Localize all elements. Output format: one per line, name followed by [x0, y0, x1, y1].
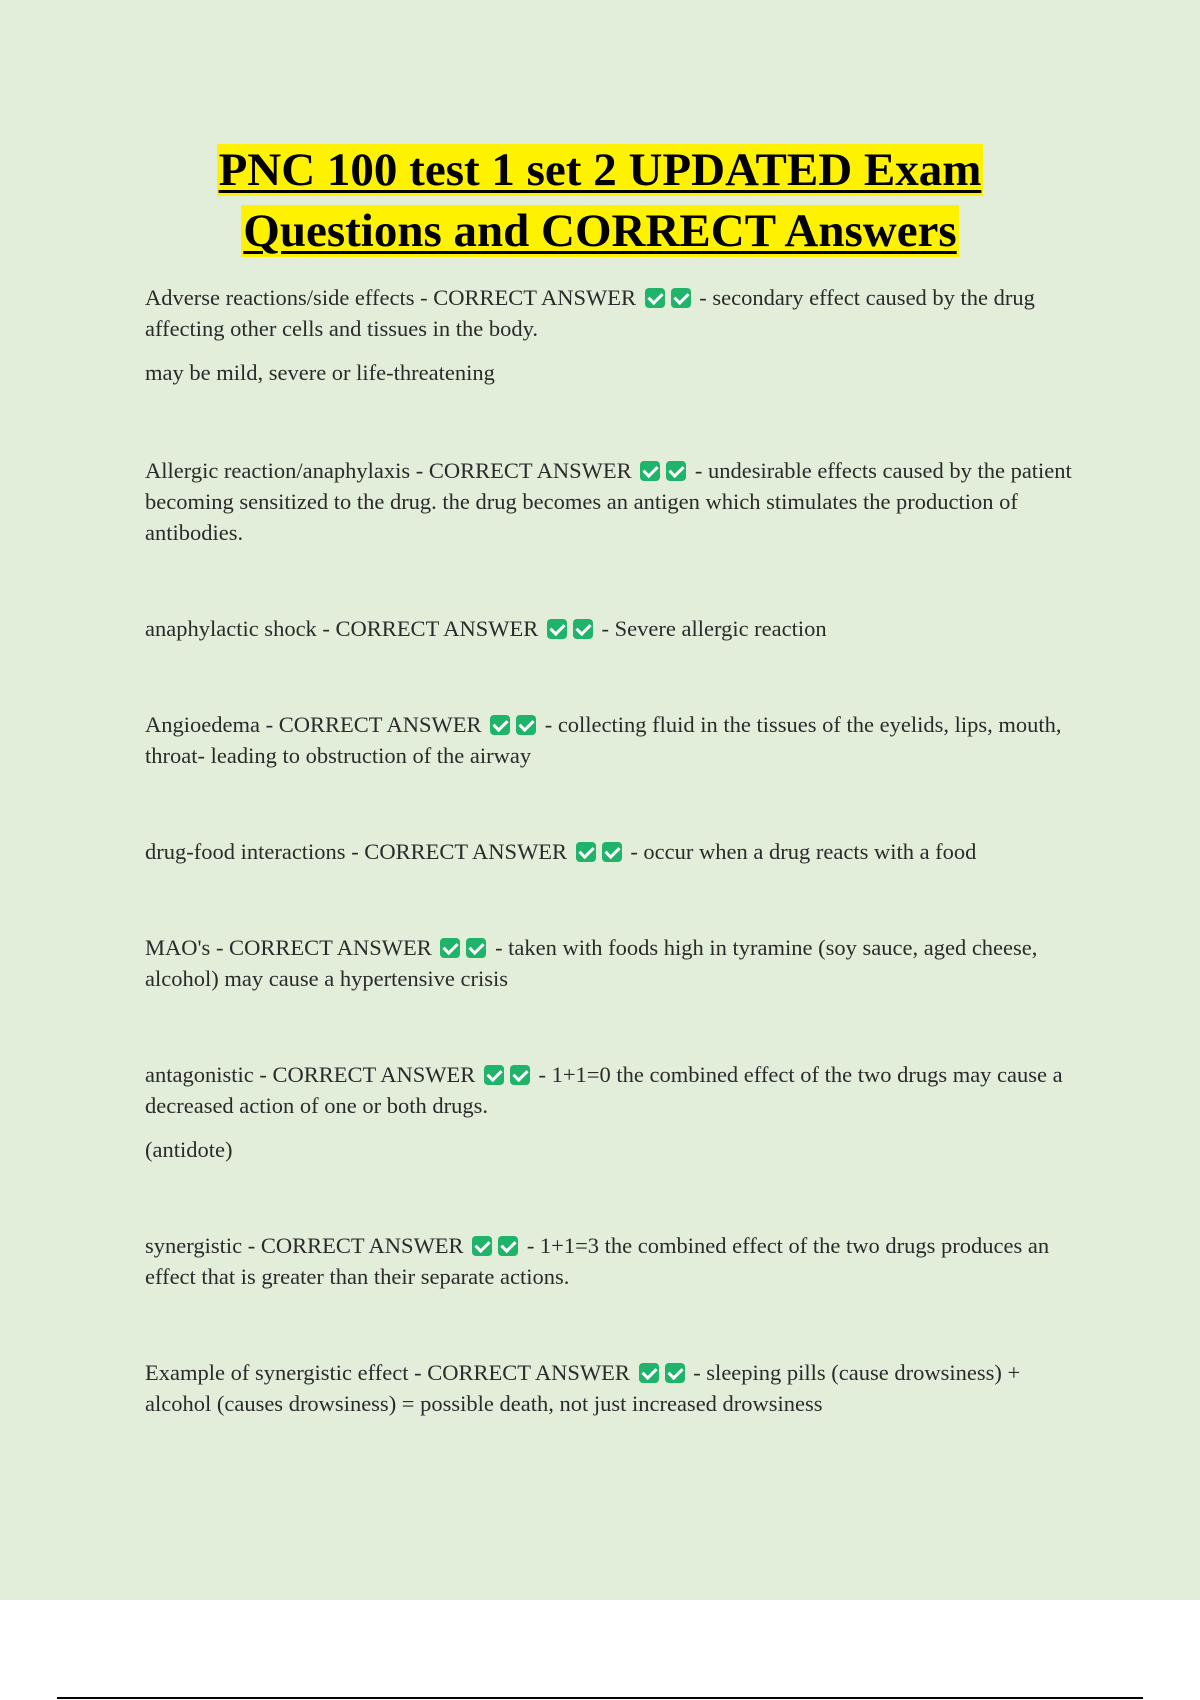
- qa-text: [145, 1230, 1090, 1292]
- qa-term: Adverse reactions/side effects - CORRECT ANSWER: [145, 285, 636, 310]
- qa-text: [145, 455, 1090, 548]
- qa-entry: [145, 282, 1090, 388]
- check-icon: [645, 288, 665, 308]
- qa-extra: may be mild, severe or life-threatening: [145, 360, 495, 385]
- qa-definition: - Severe allergic reaction: [601, 616, 827, 641]
- qa-entry: [145, 836, 1090, 867]
- check-icon: [640, 461, 660, 481]
- check-icon: [510, 1065, 530, 1085]
- qa-entry: [145, 1357, 1090, 1419]
- qa-definition: - collecting fluid in the tissues of the eyelids, lips, mouth, throat- leading to obstruction of the airway: [145, 712, 1062, 768]
- qa-definition: - secondary effect caused by the drug affecting other cells and tissues in the body.: [145, 285, 1035, 341]
- check-icon: [671, 288, 691, 308]
- check-icon: [547, 619, 567, 639]
- qa-definition: - undesirable effects caused by the patient becoming sensitized to the drug. the drug becomes an antigen which stimulates the production of antibodies.: [145, 458, 1072, 545]
- qa-term: Allergic reaction/anaphylaxis - CORRECT ANSWER: [145, 458, 632, 483]
- footer-divider: [57, 1697, 1143, 1699]
- check-icon: [573, 619, 593, 639]
- qa-entry: [145, 455, 1090, 548]
- qa-text: [145, 932, 1090, 994]
- qa-text: [145, 1059, 1090, 1121]
- qa-term: drug-food interactions - CORRECT ANSWER: [145, 839, 568, 864]
- check-icon: [639, 1363, 659, 1383]
- qa-definition: - 1+1=3 the combined effect of the two drugs produces an effect that is greater than their separate actions.: [145, 1233, 1050, 1289]
- check-icon: [666, 461, 686, 481]
- check-icon: [490, 715, 510, 735]
- check-icon: [466, 938, 486, 958]
- qa-term: MAO's - CORRECT ANSWER: [145, 935, 432, 960]
- qa-definition: - 1+1=0 the combined effect of the two drugs may cause a decreased action of one or both drugs.: [145, 1062, 1063, 1118]
- title-line-2: Questions and CORRECT Answers: [243, 205, 957, 257]
- check-icon: [440, 938, 460, 958]
- qa-text: [145, 613, 1090, 644]
- check-icon: [602, 842, 622, 862]
- qa-term: anaphylactic shock - CORRECT ANSWER: [145, 616, 539, 641]
- qa-text: [145, 282, 1090, 344]
- qa-text: [145, 836, 1090, 867]
- check-icon: [516, 715, 536, 735]
- qa-entry: [145, 1059, 1090, 1165]
- qa-text: [145, 1357, 1090, 1419]
- qa-definition: - taken with foods high in tyramine (soy sauce, aged cheese, alcohol) may cause a hypertensive crisis: [145, 935, 1038, 991]
- qa-entry: [145, 613, 1090, 644]
- qa-extra: (antidote): [145, 1137, 233, 1162]
- qa-term: antagonistic - CORRECT ANSWER: [145, 1062, 476, 1087]
- check-icon: [472, 1236, 492, 1256]
- qa-entry: [145, 1230, 1090, 1292]
- check-icon: [484, 1065, 504, 1085]
- check-icon: [576, 842, 596, 862]
- page-title: [0, 140, 1200, 262]
- qa-definition: - occur when a drug reacts with a food: [630, 839, 977, 864]
- qa-entry: [145, 932, 1090, 994]
- check-icon: [498, 1236, 518, 1256]
- qa-entry: [145, 709, 1090, 771]
- title-line-1: PNC 100 test 1 set 2 UPDATED Exam: [218, 144, 982, 196]
- check-icon: [665, 1363, 685, 1383]
- qa-list: [145, 282, 1090, 1419]
- qa-term: Angioedema - CORRECT ANSWER: [145, 712, 482, 737]
- qa-definition: - sleeping pills (cause drowsiness) + alcohol (causes drowsiness) = possible death, not just increased drowsiness: [145, 1360, 1021, 1416]
- qa-term: Example of synergistic effect - CORRECT ANSWER: [145, 1360, 630, 1385]
- qa-term: synergistic - CORRECT ANSWER: [145, 1233, 464, 1258]
- qa-text: [145, 709, 1090, 771]
